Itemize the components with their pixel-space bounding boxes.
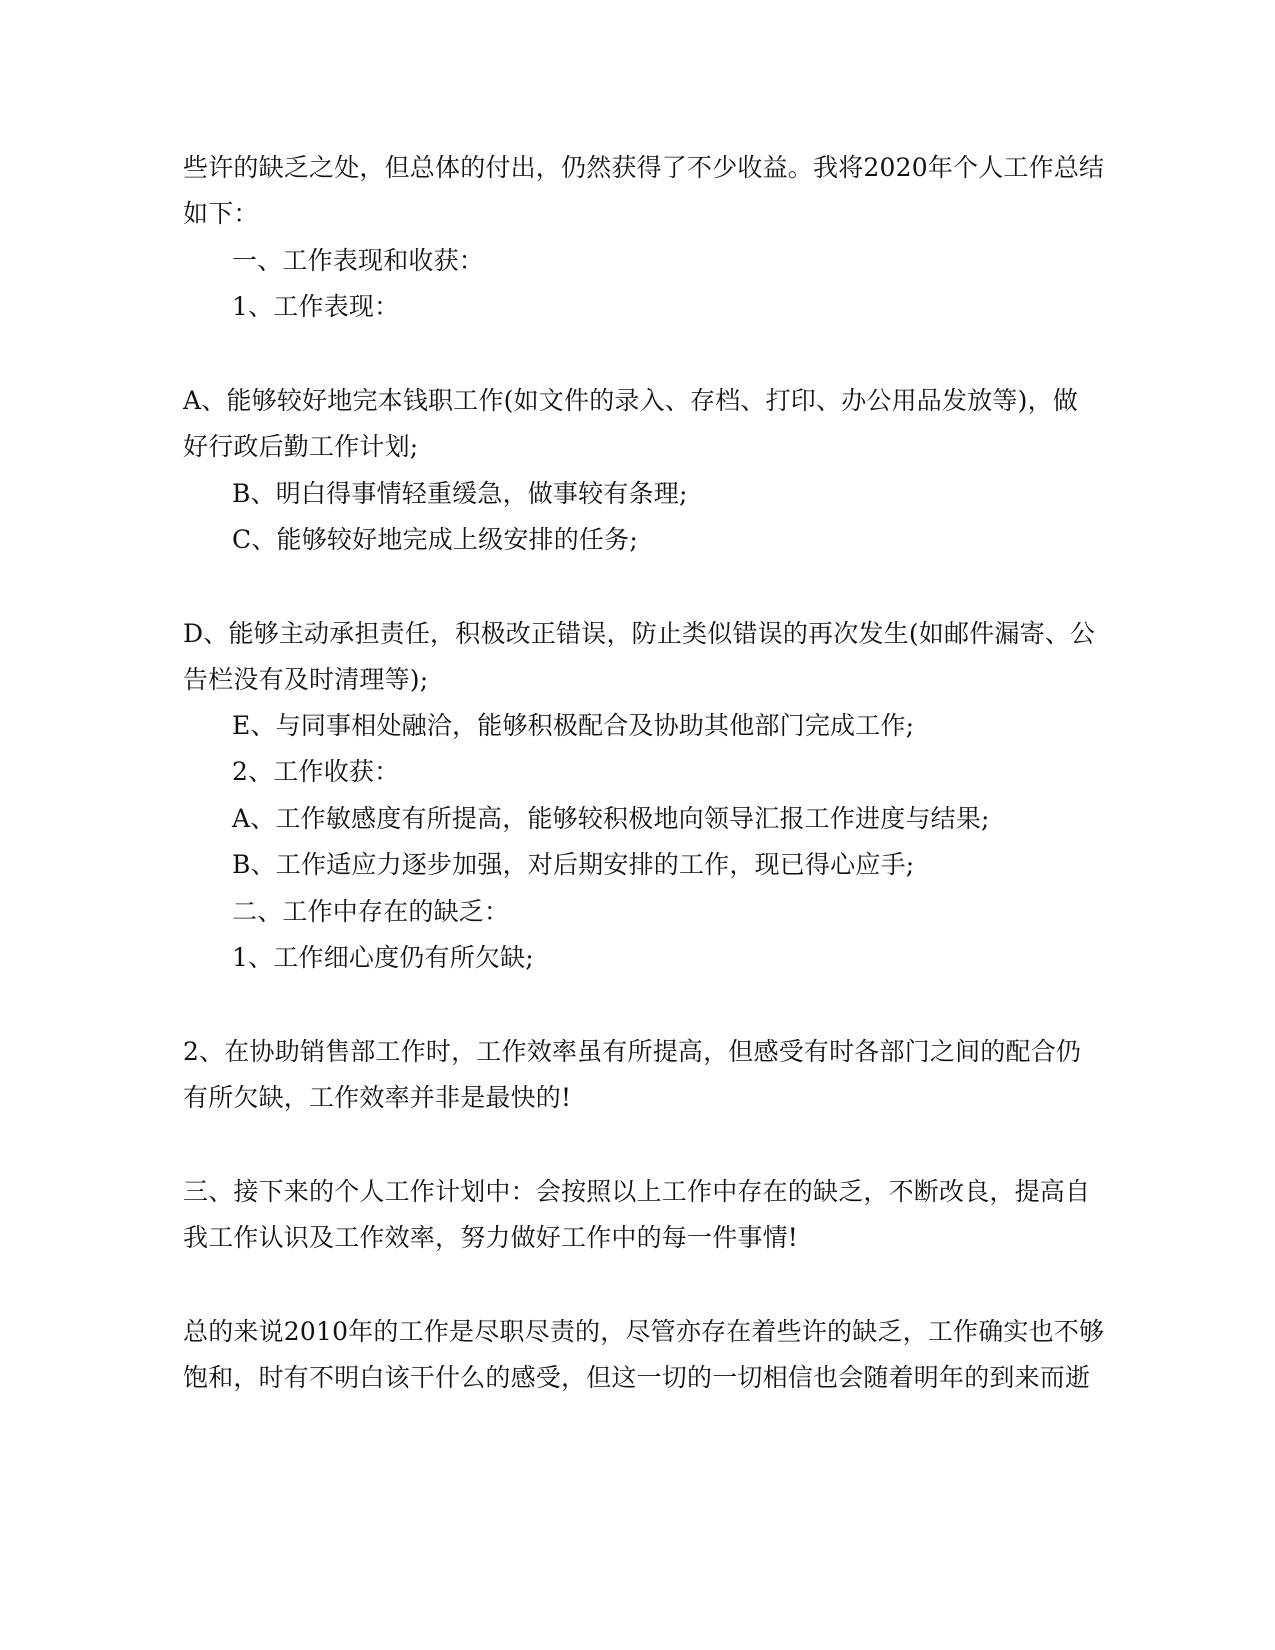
paragraph-line: 2、在协助销售部工作时，工作效率虽有所提高，但感受有时各部门之间的配合仍 [183, 1037, 1082, 1066]
paragraph-line: 些许的缺乏之处，但总体的付出，仍然获得了不少收益。我将2020年个人工作总结 [183, 153, 1105, 182]
list-item: 1、工作细心度仍有所欠缺; [232, 943, 534, 972]
paragraph-line: D、能够主动承担责任，积极改正错误，防止类似错误的再次发生(如邮件漏寄、公 [183, 619, 1096, 648]
paragraph-line: 饱和，时有不明白该干什么的感受，但这一切的一切相信也会随着明年的到来而逝 [183, 1363, 1091, 1392]
list-item: C、能够较好地完成上级安排的任务; [232, 525, 638, 554]
section-heading: 二、工作中存在的缺乏： [232, 897, 510, 926]
section-heading: 一、工作表现和收获： [232, 246, 485, 275]
paragraph-line: 我工作认识及工作效率，努力做好工作中的每一件事情! [183, 1223, 799, 1252]
list-item: B、工作适应力逐步加强，对后期安排的工作，现已得心应手; [232, 850, 915, 879]
paragraph-line: 总的来说2010年的工作是尽职尽责的，尽管亦存在着些许的缺乏，工作确实也不够 [183, 1317, 1105, 1346]
subsection-heading: 2、工作收获： [232, 757, 400, 786]
list-item: B、明白得事情轻重缓急，做事较有条理; [232, 479, 688, 508]
subsection-heading: 1、工作表现： [232, 292, 400, 321]
paragraph-line: 告栏没有及时清理等); [183, 665, 429, 694]
paragraph-line: 三、接下来的个人工作计划中：会按照以上工作中存在的缺乏，不断改良，提高自 [183, 1177, 1091, 1206]
paragraph-line: A、能够较好地完本钱职工作(如文件的录入、存档、打印、办公用品发放等)，做 [183, 386, 1078, 415]
paragraph-line: 好行政后勤工作计划; [183, 432, 419, 461]
list-item: E、与同事相处融洽，能够积极配合及协助其他部门完成工作; [232, 711, 915, 740]
list-item: A、工作敏感度有所提高，能够较积极地向领导汇报工作进度与结果; [232, 804, 990, 833]
paragraph-line: 如下： [183, 199, 259, 228]
paragraph-line: 有所欠缺，工作效率并非是最快的! [183, 1083, 572, 1112]
